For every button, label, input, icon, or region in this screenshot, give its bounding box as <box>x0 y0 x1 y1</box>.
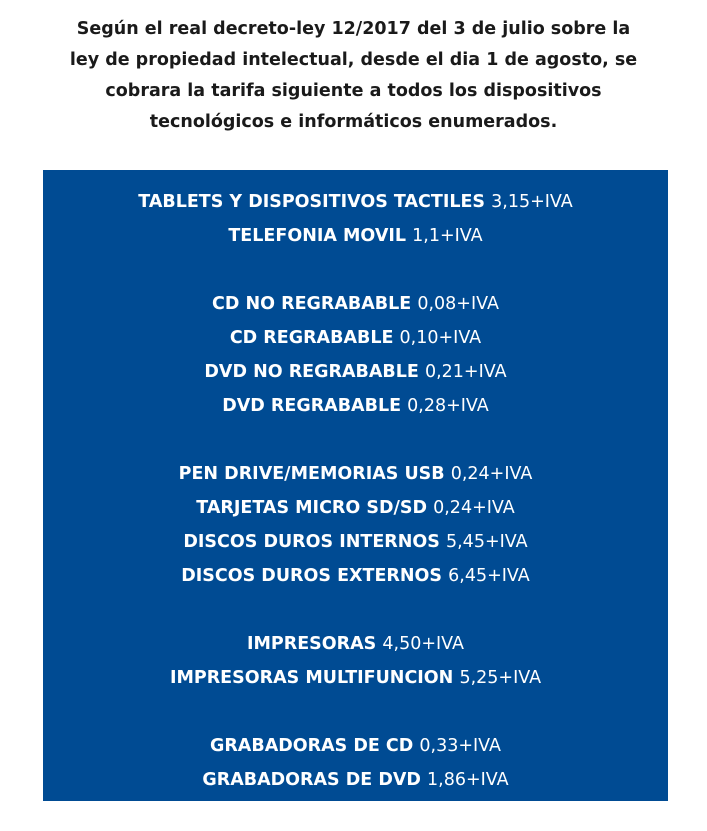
device-price: 6,45+IVA <box>448 566 530 586</box>
device-name: TELEFONIA MOVIL <box>228 226 407 246</box>
device-price: 1,86+IVA <box>427 770 509 790</box>
tariff-group-discs <box>43 287 668 423</box>
tariff-row <box>43 321 668 355</box>
device-name: DISCOS DUROS EXTERNOS <box>181 566 443 586</box>
device-name: GRABADORAS DE DVD <box>202 770 421 790</box>
tariff-row <box>43 219 668 253</box>
device-name: CD REGRABABLE <box>229 328 394 348</box>
device-price: 0,33+IVA <box>419 736 502 756</box>
device-price: 5,45+IVA <box>445 532 528 552</box>
device-name: IMPRESORAS MULTIFUNCION <box>169 668 454 688</box>
tariff-list <box>43 185 668 831</box>
tariff-row <box>43 763 668 797</box>
device-price: 0,28+IVA <box>407 396 489 416</box>
device-price: 3,15+IVA <box>491 192 573 212</box>
device-price: 0,10+IVA <box>399 328 482 348</box>
tariff-row <box>43 389 668 423</box>
tariff-group-mobile <box>43 185 668 253</box>
tariff-row <box>43 729 668 763</box>
device-name: PEN DRIVE/MEMORIAS USB <box>178 464 445 484</box>
device-price: 0,08+IVA <box>417 294 499 314</box>
tariff-row <box>43 627 668 661</box>
device-name: TARJETAS MICRO SD/SD <box>196 498 428 518</box>
tariff-row <box>43 559 668 593</box>
intro-line: tecnológicos e informáticos enumerados. <box>149 112 558 132</box>
tariff-row <box>43 457 668 491</box>
tariff-row <box>43 491 668 525</box>
tariff-group-storage <box>43 457 668 593</box>
device-name: DISCOS DUROS INTERNOS <box>183 532 440 552</box>
tariff-panel <box>43 170 668 801</box>
device-price: 4,50+IVA <box>382 634 464 654</box>
device-name: IMPRESORAS <box>246 634 377 654</box>
tariff-group-printers <box>43 627 668 695</box>
device-name: GRABADORAS DE CD <box>209 736 414 756</box>
device-price: 0,24+IVA <box>450 464 533 484</box>
tariff-row <box>43 355 668 389</box>
tariff-group-recorders <box>43 729 668 797</box>
intro-line: Según el real decreto-ley 12/2017 del 3 de julio sobre la <box>76 19 631 39</box>
tariff-row <box>43 287 668 321</box>
intro-line: ley de propiedad intelectual, desde el dia 1 de agosto, se <box>69 50 638 70</box>
device-price: 1,1+IVA <box>412 226 483 246</box>
tariff-row <box>43 525 668 559</box>
tariff-row <box>43 661 668 695</box>
device-price: 0,21+IVA <box>424 362 507 382</box>
device-name: DVD REGRABABLE <box>222 396 402 416</box>
device-price: 0,24+IVA <box>433 498 515 518</box>
device-name: TABLETS Y DISPOSITIVOS TACTILES <box>138 192 486 212</box>
intro-paragraph <box>0 14 707 138</box>
device-price: 5,25+IVA <box>459 668 542 688</box>
device-name: CD NO REGRABABLE <box>212 294 412 314</box>
tariff-row <box>43 185 668 219</box>
device-name: DVD NO REGRABABLE <box>204 362 419 382</box>
intro-line: cobrara la tarifa siguiente a todos los dispositivos <box>105 81 602 101</box>
